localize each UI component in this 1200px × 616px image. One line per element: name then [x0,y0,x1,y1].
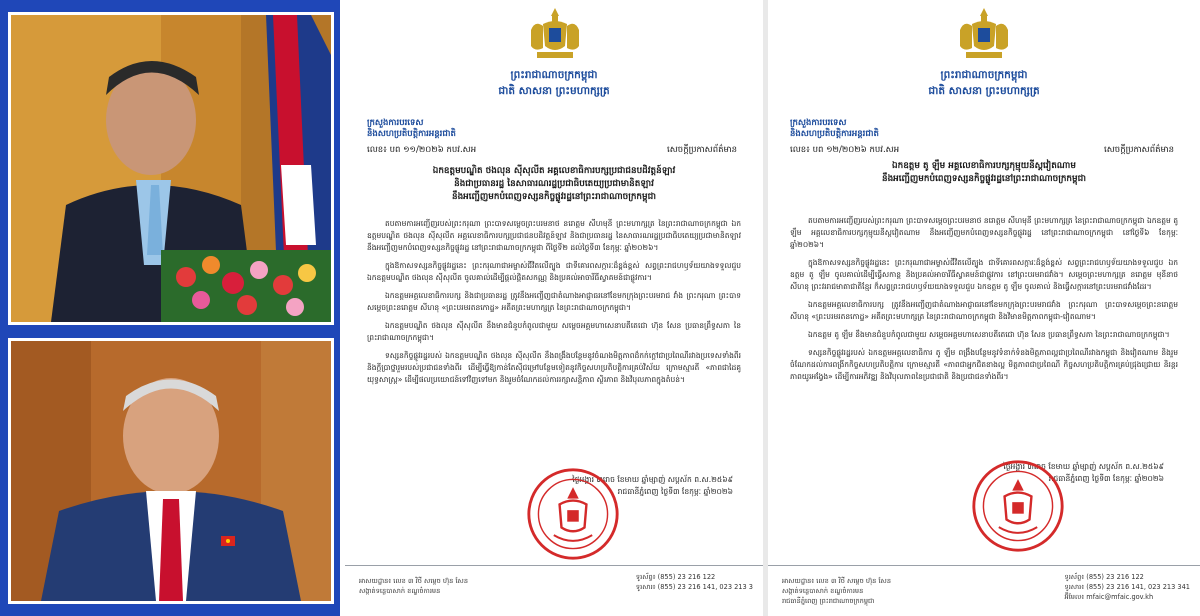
document-type: សេចក្តីប្រកាសព័ត៌មាន [1104,145,1174,155]
footer-telephone: ទូរស័ព្ទ៖ (855) 23 216 122 [1064,573,1144,581]
footer-address-line-1: អាសយដ្ឋាន៖ លេខ ៣ វិថី សម្តេច ហ៊ុន សែន [782,577,892,585]
letter-footer [345,565,763,616]
kingdom-heading: ព្រះរាជាណាចក្រកម្ពុជា [940,69,1028,81]
press-release-letter-1 [345,0,763,616]
photo-panel [0,0,340,616]
title-line-1: ឯកឧត្តម តូ ឡឹម អគ្គលេខាធិការបក្សកុម្មុយនីស្តវៀតណាម [892,161,1076,171]
paragraph-5: ទស្សនកិច្ចផ្លូវរដ្ឋរបស់ ឯកឧត្តមបណ្ឌិត ថងលុន ស៊ីសុលីត នឹងពង្រឹងបន្ថែមនូវចំណងមិត្តភាពដ៏កក់ក្តៅជាប្រពៃណីរវាងប្រទេសទាំងពីរ និងក្តីប្រាថ្នារួមរបស់ប្រជាជនទាំងពីរ ដើម្បីធ្វើឱ្យកាន់តែស៊ីជម្រៅបន្ថែមទៀតនូវកិច្ចសហប្រតិបត្តិការគ្រប់វិស័យ ក្រោមស្មារតី «ភាពជាដៃគូយុទ្ធសាស្ត្រ» ដើម្បីផលប្រយោជន៍ទៅវិញទៅមក និងរួមចំណែកដល់ការរក្សាសន្តិភាព ស្ថិរភាព និងវិបុលភាពក្នុងតំបន់។ [367,351,741,384]
royal-coat-of-arms-icon [954,6,1014,62]
solar-date: រាជធានីភ្នំពេញ ថ្ងៃទី៣ ខែកុម្ភៈ ឆ្នាំ២០២៦ [1048,474,1164,483]
official-seal-icon [525,466,621,562]
press-release-letter-2 [768,0,1200,616]
footer-address [782,576,891,606]
ministry-name [790,118,879,140]
document-type: សេចក្តីប្រកាសព័ត៌មាន [667,145,737,155]
ministry-line-1: ក្រសួងការបរទេស [367,118,424,128]
footer-contact [636,572,753,592]
ministry-name [367,118,456,140]
ministry-line-2: និងសហប្រតិបត្តិការអន្តរជាតិ [790,129,879,139]
kingdom-heading: ព្រះរាជាណាចក្រកម្ពុជា [510,69,598,81]
solar-date: រាជធានីភ្នំពេញ ថ្ងៃទី៣ ខែកុម្ភៈ ឆ្នាំ២០២៦ [617,487,733,496]
footer-address [359,576,468,596]
person-portrait-icon [11,15,331,322]
lunar-date: ថ្ងៃអង្គារ ៣រោច ខែមាឃ ឆ្នាំម្សាញ់ សប្តស័ក ព.ស.២៥៦៩ [1003,462,1164,471]
official-seal-icon [970,458,1066,554]
paragraph-1: តបតាមការអញ្ជើញរបស់ព្រះករុណា ព្រះបាទសម្តេចព្រះបរមនាថ នរោត្តម សីហមុនី ព្រះមហាក្សត្រ នៃព្រះរាជាណាចក្រកម្ពុជា ឯកឧត្តម តូ ឡឹម អគ្គលេខាធិការបក្សកុម្មុយនីស្តវៀតណាម នឹងអញ្ជើញមកបំពេញទស្សនកិច្ចផ្លូវរដ្ឋ នៅព្រះរាជាណាចក្រកម្ពុជា នៅថ្ងៃទី៦ ខែកុម្ភៈ ឆ្នាំ២០២៦។ [790,216,1178,249]
footer-address-line-1: អាសយដ្ឋាន៖ លេខ ៣ វិថី សម្តេច ហ៊ុន សែន [359,577,469,585]
national-motto: ជាតិ សាសនា ព្រះមហាក្សត្រ [928,85,1040,97]
footer-address-line-2: សង្កាត់ទន្លេបាសាក់ ខណ្ឌចំការមន [782,587,864,595]
paragraph-2: ក្នុងឱកាសទស្សនកិច្ចផ្លូវរដ្ឋនេះ ព្រះករុណាជាអម្ចាស់ជីវិតលើត្បូង ជាទីគោរពសក្ការៈដ៏ខ្ពង់ខ្ពស់ សព្វព្រះរាជហឫទ័យយាងទទួលជួប ឯកឧត្តម តូ ឡឹម ចូលគាល់ដើម្បីធ្វើសកាន្ត និងប្រគល់អាចារីធីស្វាគមន៍ជាផ្លូវការ នៅព្រះបរមរាជវាំង។ សម្តេចព្រះមហាក្សត្រ នរោត្តម មុនីនាថ សីហនុ ព្រះវររាជមាតាជាតិខ្មែរ ក៏សព្វព្រះរាជហឫទ័យយាងទទួលជួប ឯកឧត្តម តូ ឡឹម ចូលគាល់ និងធ្វើសក្ការនៅព្រះបរមរាជវាំងដែរ។ [790,258,1178,291]
footer-fax: ទូរសារ៖ (855) 23 216 141, 023 213 3 [635,583,753,591]
paragraph-4: ឯកឧត្តមបណ្ឌិត ថងលុន ស៊ីសុលីត នឹងមានជំនួបកំពូលជាមួយ សម្តេចអគ្គមហាសេនាបតីតេជោ ហ៊ុន សែន ប្រធានព្រឹទ្ធសភា នៃព្រះរាជាណាចក្រកម្ពុជា។ [367,321,741,342]
paragraph-4: ឯកឧត្តម តូ ឡឹម នឹងមានជំនួបកំពូលជាមួយ សម្តេចអគ្គមហាសេនាបតីតេជោ ហ៊ុន សែន ប្រធានព្រឹទ្ធសភា នៃព្រះរាជាណាចក្រកម្ពុជា។ [808,330,1170,339]
ministry-line-2: និងសហប្រតិបត្តិការអន្តរជាតិ [367,129,456,139]
letter-title [375,165,733,204]
footer-telephone: ទូរស័ព្ទ៖ (855) 23 216 122 [635,573,716,581]
letter-body [367,218,741,392]
letter-footer [768,565,1200,616]
footer-address-line-3: រាជធានីភ្នំពេញ ព្រះរាជាណាចក្រកម្ពុជា [782,597,875,605]
reference-number: លេខ៖ បព ១២/២០២៦ កបវ.សអ [790,145,900,155]
footer-address-line-2: សង្កាត់ទន្លេបាសាក់ ខណ្ឌចំការមន [359,587,441,595]
title-line-1: ឯកឧត្តមបណ្ឌិត ថងលុន ស៊ីសុលីត អគ្គលេខាធិការបក្សប្រជាជនបដិវត្តន៍ឡាវ [432,166,676,176]
lunar-date: ថ្ងៃអង្គារ ៣រោច ខែមាឃ ឆ្នាំម្សាញ់ សប្តស័ក ព.ស.២៥៦៩ [572,475,733,484]
title-line-2: និងជាប្រធានរដ្ឋ នៃសាធារណរដ្ឋប្រជាធិបតេយ្យប្រជាមានិតឡាវ [454,179,654,189]
official-portrait-top [8,12,334,325]
footer-fax: ទូរសារ៖ (855) 23 216 141, 023 213 341 [1064,583,1190,591]
title-line-3: នឹងអញ្ជើញមកបំពេញទស្សនកិច្ចផ្លូវរដ្ឋនៅព្រះរាជាណាចក្រកម្ពុជា [452,192,656,202]
paragraph-5: ទស្សនកិច្ចផ្លូវរដ្ឋរបស់ ឯកឧត្តមអគ្គលេខាធិការ តូ ឡឹម ពង្រឹងបន្ថែមនូវទំនាក់ទំនងមិត្តភាពល្អជាប្រពៃណីរវាងកម្ពុជា និងវៀតណាម និងរួមចំណែកដល់ការពង្រីកកិច្ចសហប្រតិបត្តិការ ក្រោមស្មារតី «ភាពជាអ្នកជិតខាងល្អ មិត្តភាពជាប្រពៃណី កិច្ចសហប្រតិបត្តិការគ្រប់ជ្រុងជ្រោយ និរន្តរភាពយូរអង្វែង» ដើម្បីការអភិវឌ្ឍ និងវិបុលភាពនៃប្រជាជាតិ និងប្រជាជនទាំងពីរ។ [790,348,1178,381]
footer-contact [1065,572,1190,602]
reference-number: លេខ៖ បព ១១/២០២៦ កបវ.សអ [367,145,477,155]
ministry-line-1: ក្រសួងការបរទេស [790,118,847,128]
title-line-2: នឹងអញ្ជើញមកបំពេញទស្សនកិច្ចផ្លូវរដ្ឋនៅព្រះរាជាណាចក្រកម្ពុជា [882,174,1086,184]
letter-body [790,215,1178,389]
national-motto: ជាតិ សាសនា ព្រះមហាក្សត្រ [498,85,610,97]
footer-email: អ៊ីមែល៖ mfaic@mfaic.gov.kh [1064,593,1154,601]
royal-coat-of-arms-icon [525,6,585,62]
paragraph-2: ក្នុងឱកាសទស្សនកិច្ចផ្លូវរដ្ឋនេះ ព្រះករុណាជាអម្ចាស់ជីវិតលើត្បូង ជាទីគោរពសក្ការៈដ៏ខ្ពង់ខ្ពស់ សព្វព្រះរាជហឫទ័យយាងទទួលជួប ឯកឧត្តមបណ្ឌិត ថងលុន ស៊ីសុលីត ចូលគាល់ដើម្បីផ្តល់ផ្តិតសកណ្ណ និងប្រគល់អាចារីធីស្វាគមន៍ជាផ្លូវការ។ [367,261,741,282]
paragraph-3: ឯកឧត្តមអគ្គលេខាធិការបក្ស ត្រូវនឹងអញ្ជើញជាតំណាងអាជ្ញាធរនៅខែមកក្រុងព្រះបរមរាជវាំង ព្រះករុណា ព្រះបាទសម្តេចព្រះនរោត្តម សីហនុ «ព្រះបរមរតនកោដ្ឋ» អតីតព្រះមហាក្សត្រ នៃព្រះរាជាណាចក្រកម្ពុជា និងវិមានមិត្តភាពកម្ពុជា-វៀតណាម។ [790,300,1178,321]
paragraph-3: ឯកឧត្តមអគ្គលេខាធិការបក្ស និងជាប្រធានរដ្ឋ ត្រូវនឹងអញ្ជើញជាតំណាងអាជ្ញាធរនៅខែមកក្រុងព្រះបរមរាជ វាំង ព្រះករុណា ព្រះបាទសម្តេចព្រះនរោត្តម សីហនុ «ព្រះបរមរតនកោដ្ឋ» អតីតព្រះមហាក្សត្រ នៃព្រះរាជាណាចក្រកម្ពុជា។ [367,291,741,312]
letter-title [798,160,1170,186]
paragraph-1: តបតាមការអញ្ជើញរបស់ព្រះករុណា ព្រះបាទសម្តេចព្រះបរមនាថ នរោត្តម សីហមុនី ព្រះមហាក្សត្រ នៃព្រះរាជាណាចក្រកម្ពុជា ឯកឧត្តមបណ្ឌិត ថងលុន ស៊ីសុលីត អគ្គលេខាធិការបក្សប្រជាជនបដិវត្តន៍ឡាវ និងជាប្រធានរដ្ឋ នៃសាធារណរដ្ឋប្រជាធិបតេយ្យប្រជាមានិតឡាវ នឹងអញ្ជើញមកបំពេញទស្សនកិច្ចផ្លូវរដ្ឋ នៅព្រះរាជាណាចក្រកម្ពុជា ពីថ្ងៃទី២ ដល់ថ្ងៃទី៣ ខែកុម្ភៈ ឆ្នាំ២០២៦។ [367,219,741,252]
person-portrait-icon [11,341,331,601]
official-portrait-bottom [8,338,334,604]
